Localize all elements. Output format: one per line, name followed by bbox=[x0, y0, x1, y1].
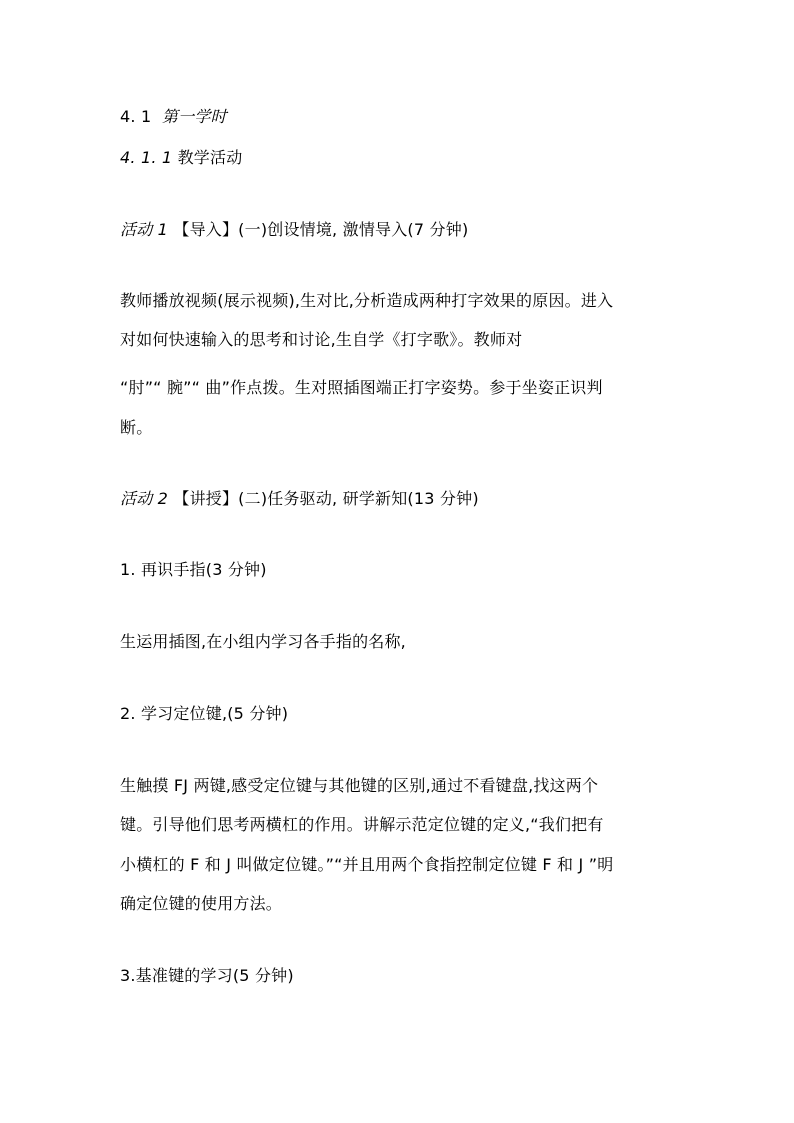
subsection-title: 教学活动 bbox=[177, 148, 243, 167]
item1-title: 1. 再识手指(3 分钟) bbox=[120, 560, 267, 579]
activity1-body-line: 断。 bbox=[120, 418, 153, 437]
activity1-body-line: 教师播放视频(展示视频),生对比,分析造成两种打字效果的原因。进入 bbox=[120, 291, 614, 310]
item3-title: 3.基准键的学习(5 分钟) bbox=[120, 966, 294, 985]
activity1-heading bbox=[120, 220, 468, 240]
subsection-number: 4. 1. 1 bbox=[120, 148, 173, 167]
activity1-label: 活动 1 bbox=[120, 220, 169, 239]
subsection-heading bbox=[120, 148, 242, 168]
section-title: 第一学时 bbox=[161, 107, 227, 126]
section-number: 4. 1 bbox=[120, 107, 152, 126]
item2-body-line: 确定位键的使用方法。 bbox=[120, 894, 283, 913]
item1-body: 生运用插图,在小组内学习各手指的名称, bbox=[120, 632, 406, 651]
activity2-label: 活动 2 bbox=[120, 489, 169, 508]
activity1-body-line: 对如何快速输入的思考和讨论,生自学《打字歌》。教师对 bbox=[120, 330, 523, 349]
activity1-body-line: “肘”“ 腕”“ 曲”作点拨。生对照插图端正打字姿势。参于坐姿正识判 bbox=[120, 378, 603, 397]
item2-body-line: 键。引导他们思考两横杠的作用。讲解示范定位键的定义,“我们把有 bbox=[120, 815, 604, 834]
item2-title: 2. 学习定位键,(5 分钟) bbox=[120, 704, 289, 723]
item2-body-line: 生触摸 FJ 两键,感受定位键与其他键的区别,通过不看键盘,找这两个 bbox=[120, 776, 599, 795]
activity2-heading bbox=[120, 489, 479, 509]
activity1-heading-text: 【导入】(一)创设情境, 激情导入(7 分钟) bbox=[173, 220, 469, 239]
section-heading bbox=[120, 107, 227, 127]
activity2-heading-text: 【讲授】(二)任务驱动, 研学新知(13 分钟) bbox=[173, 489, 479, 508]
item2-body-line: 小横杠的 F 和 J 叫做定位键。”“并且用两个食指控制定位键 F 和 J ”明 bbox=[120, 855, 614, 874]
